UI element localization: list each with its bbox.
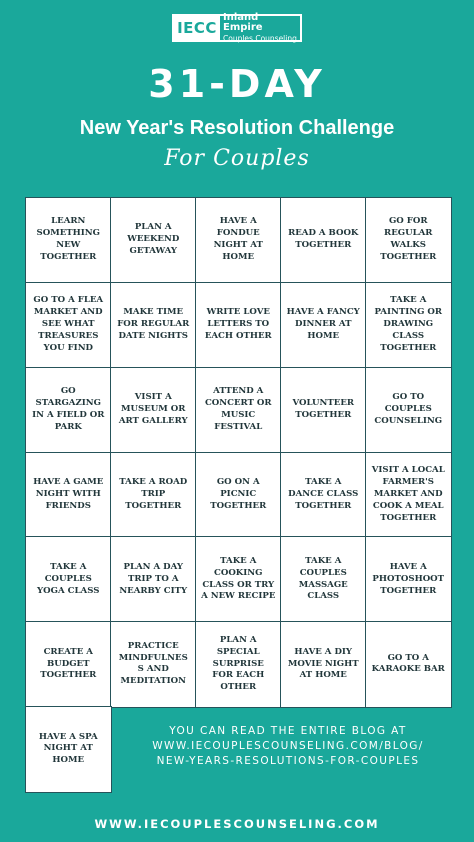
challenge-cell	[365, 536, 452, 622]
challenge-cell	[195, 282, 282, 368]
challenge-cell	[365, 367, 452, 453]
page-title: 31-DAY	[148, 62, 326, 106]
footer-url[interactable]: WWW.IECOUPLESCOUNSELING.COM	[94, 817, 380, 831]
challenge-cell	[365, 452, 452, 538]
challenge-text: HAVE A FANCY DINNER AT HOME	[286, 307, 360, 341]
blog-note	[118, 724, 458, 770]
blog-note-line-2[interactable]: WWW.IECOUPLESCOUNSELING.COM/BLOG/	[152, 740, 424, 753]
challenge-cell	[110, 536, 197, 622]
challenge-cell	[25, 197, 112, 283]
challenge-cell	[25, 621, 112, 707]
challenge-text: GO ON A PICNIC TOGETHER	[210, 476, 267, 511]
challenge-cell	[110, 621, 197, 707]
challenge-cell	[25, 536, 112, 622]
challenge-text: HAVE A SPA NIGHT AT HOME	[38, 731, 98, 766]
challenge-text: HAVE A FONDUE NIGHT AT HOME	[213, 216, 263, 263]
challenge-cell	[25, 452, 112, 538]
challenge-cell	[195, 536, 282, 622]
challenge-text: VISIT A LOCAL FARMER'S MARKET AND COOK A MEAL TOGETHER	[371, 465, 445, 523]
challenge-text: GO TO COUPLES COUNSELING	[374, 392, 443, 426]
challenge-cell	[280, 197, 367, 283]
challenge-cell	[365, 621, 452, 707]
challenge-text: GO TO A KARAOKE BAR	[371, 652, 445, 675]
challenge-text: PLAN A DAY TRIP TO A NEARBY CITY	[119, 561, 188, 596]
blog-note-line-1: YOU CAN READ THE ENTIRE BLOG AT	[169, 725, 407, 737]
challenge-cell	[25, 282, 112, 368]
challenge-text: READ A BOOK TOGETHER	[288, 228, 359, 251]
logo-mark: IECC	[174, 16, 220, 40]
challenge-cell	[110, 452, 197, 538]
challenge-text: GO FOR REGULAR WALKS TOGETHER	[380, 216, 437, 263]
challenge-cell	[280, 282, 367, 368]
challenge-text: WRITE LOVE LETTERS TO EACH OTHER	[204, 307, 272, 341]
challenge-text: TAKE A COUPLES MASSAGE CLASS	[298, 555, 348, 602]
challenge-cell	[110, 197, 197, 283]
challenge-text: TAKE A ROAD TRIP TOGETHER	[119, 476, 188, 511]
challenge-text: PLAN A SPECIAL SURPRISE FOR EACH OTHER	[212, 634, 265, 693]
challenge-text: MAKE TIME FOR REGULAR DATE NIGHTS	[117, 307, 190, 341]
challenge-text: ATTEND A CONCERT OR MUSIC FESTIVAL	[204, 386, 272, 432]
challenge-text: TAKE A COOKING CLASS OR TRY A NEW RECIPE	[201, 555, 276, 602]
challenge-text: VOLUNTEER TOGETHER	[292, 398, 355, 420]
challenge-cell	[110, 367, 197, 453]
challenge-cell	[280, 536, 367, 622]
blog-note-line-3[interactable]: NEW-YEARS-RESOLUTIONS-FOR-COUPLES	[156, 755, 420, 768]
challenge-text: HAVE A DIY MOVIE NIGHT AT HOME	[287, 646, 359, 681]
logo-wordmark	[220, 12, 300, 44]
challenge-cell	[195, 367, 282, 453]
challenge-text: TAKE A DANCE CLASS TOGETHER	[288, 476, 359, 511]
challenge-cell	[365, 282, 452, 368]
challenge-text: TAKE A PAINTING OR DRAWING CLASS TOGETHER	[374, 295, 443, 353]
challenge-cell	[195, 452, 282, 538]
challenge-text: GO TO A FLEA MARKET AND SEE WHAT TREASURES YOU FIND	[33, 295, 104, 353]
challenge-cell	[365, 197, 452, 283]
challenge-cell	[25, 367, 112, 453]
challenge-grid	[25, 197, 450, 791]
challenge-text: CREATE A BUDGET TOGETHER	[40, 646, 97, 681]
challenge-text: HAVE A GAME NIGHT WITH FRIENDS	[33, 476, 104, 511]
challenge-cell	[110, 282, 197, 368]
challenge-cell	[280, 452, 367, 538]
challenge-text: PLAN A WEEKEND GETAWAY	[127, 222, 180, 257]
logo-line-2: Couples Counseling	[223, 34, 297, 44]
brand-logo	[172, 14, 302, 42]
challenge-text: LEARN SOMETHING NEW TOGETHER	[36, 216, 100, 263]
challenge-cell	[195, 621, 282, 707]
challenge-cell	[195, 197, 282, 283]
challenge-text: PRACTICE MINDFULNESS AND MEDITATION	[118, 640, 188, 687]
challenge-cell	[280, 621, 367, 707]
challenge-text: VISIT A MUSEUM OR ART GALLERY	[118, 392, 188, 426]
script-subtitle: For Couples	[164, 146, 310, 171]
page-subtitle: New Year's Resolution Challenge	[79, 117, 395, 139]
challenge-cell	[25, 706, 112, 792]
challenge-text: GO STARGAZING IN A FIELD OR PARK	[32, 386, 105, 432]
challenge-text: HAVE A PHOTOSHOOT TOGETHER	[372, 561, 445, 596]
challenge-text: TAKE A COUPLES YOGA CLASS	[37, 561, 100, 596]
challenge-cell	[280, 367, 367, 453]
logo-line-1: Inland Empire	[223, 12, 263, 34]
